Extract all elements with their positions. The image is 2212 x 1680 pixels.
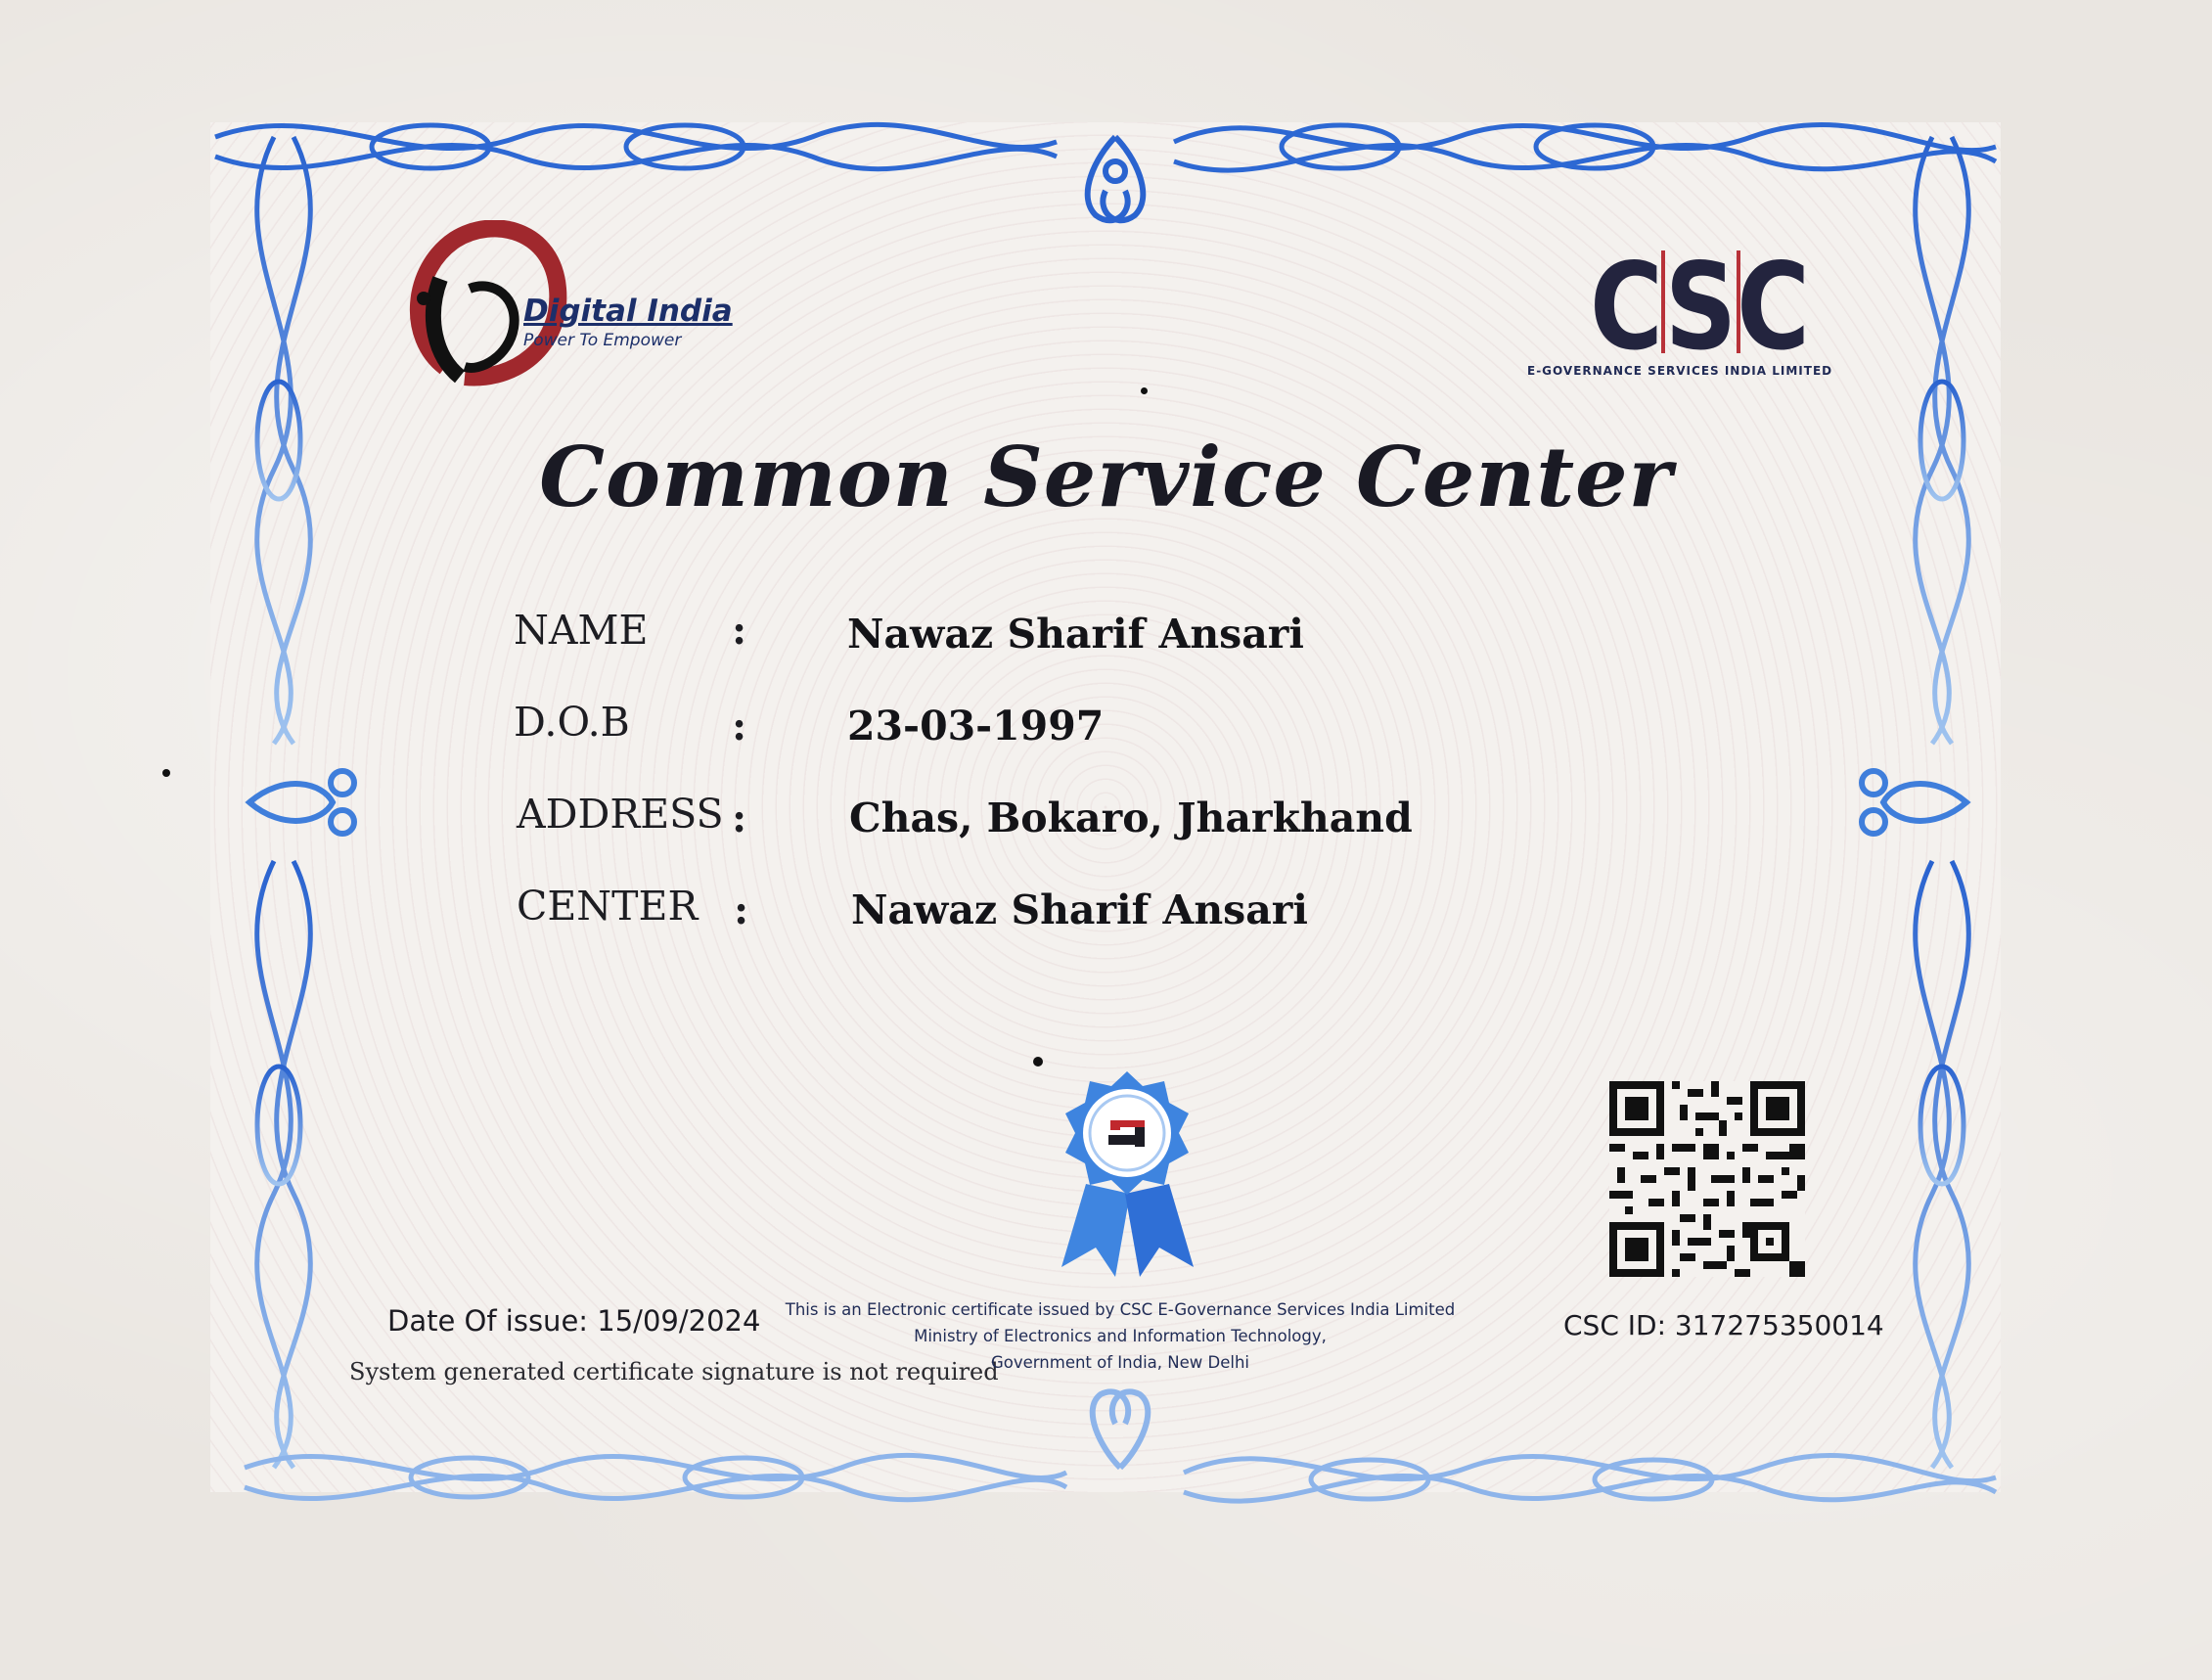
scan-speck bbox=[1033, 1057, 1043, 1067]
digital-india-tagline: Power To Empower bbox=[523, 331, 682, 350]
digital-india-title: Digital India bbox=[523, 294, 733, 329]
scan-speck bbox=[1141, 387, 1148, 394]
address-colon: : bbox=[732, 795, 747, 841]
center-colon: : bbox=[734, 886, 749, 933]
name-label: NAME bbox=[514, 607, 649, 654]
scan-speck bbox=[162, 769, 170, 777]
dob-value: 23-03-1997 bbox=[847, 703, 1105, 749]
csc-logo-letters: CSC bbox=[1590, 241, 1810, 358]
date-of-issue: Date Of issue: 15/09/2024 bbox=[387, 1304, 761, 1338]
electronic-note-line-1: This is an Electronic certificate issued by CSC E-Governance Services India Limited bbox=[785, 1300, 1456, 1319]
award-rosette-icon bbox=[1042, 1067, 1213, 1277]
center-value: Nawaz Sharif Ansari bbox=[851, 886, 1308, 933]
signature-note: System generated certificate signature is not required bbox=[349, 1358, 999, 1385]
name-colon: : bbox=[732, 607, 747, 654]
electronic-note-line-2: Ministry of Electronics and Information Technology, bbox=[914, 1327, 1327, 1345]
center-label: CENTER bbox=[517, 883, 699, 930]
certificate-title: Common Service Center bbox=[539, 429, 1673, 525]
address-value: Chas, Bokaro, Jharkhand bbox=[849, 795, 1413, 841]
electronic-certificate-note bbox=[753, 1296, 1487, 1376]
csc-logo-icon bbox=[1590, 241, 1815, 358]
address-label: ADDRESS bbox=[517, 791, 724, 838]
dob-label: D.O.B bbox=[514, 699, 630, 746]
dob-colon: : bbox=[732, 703, 747, 749]
csc-logo-subtitle: E-GOVERNANCE SERVICES INDIA LIMITED bbox=[1527, 364, 1833, 378]
qr-code-icon bbox=[1609, 1081, 1805, 1277]
electronic-note-line-3: Government of India, New Delhi bbox=[991, 1353, 1249, 1372]
name-value: Nawaz Sharif Ansari bbox=[847, 611, 1304, 658]
csc-id: CSC ID: 317275350014 bbox=[1563, 1309, 1884, 1341]
